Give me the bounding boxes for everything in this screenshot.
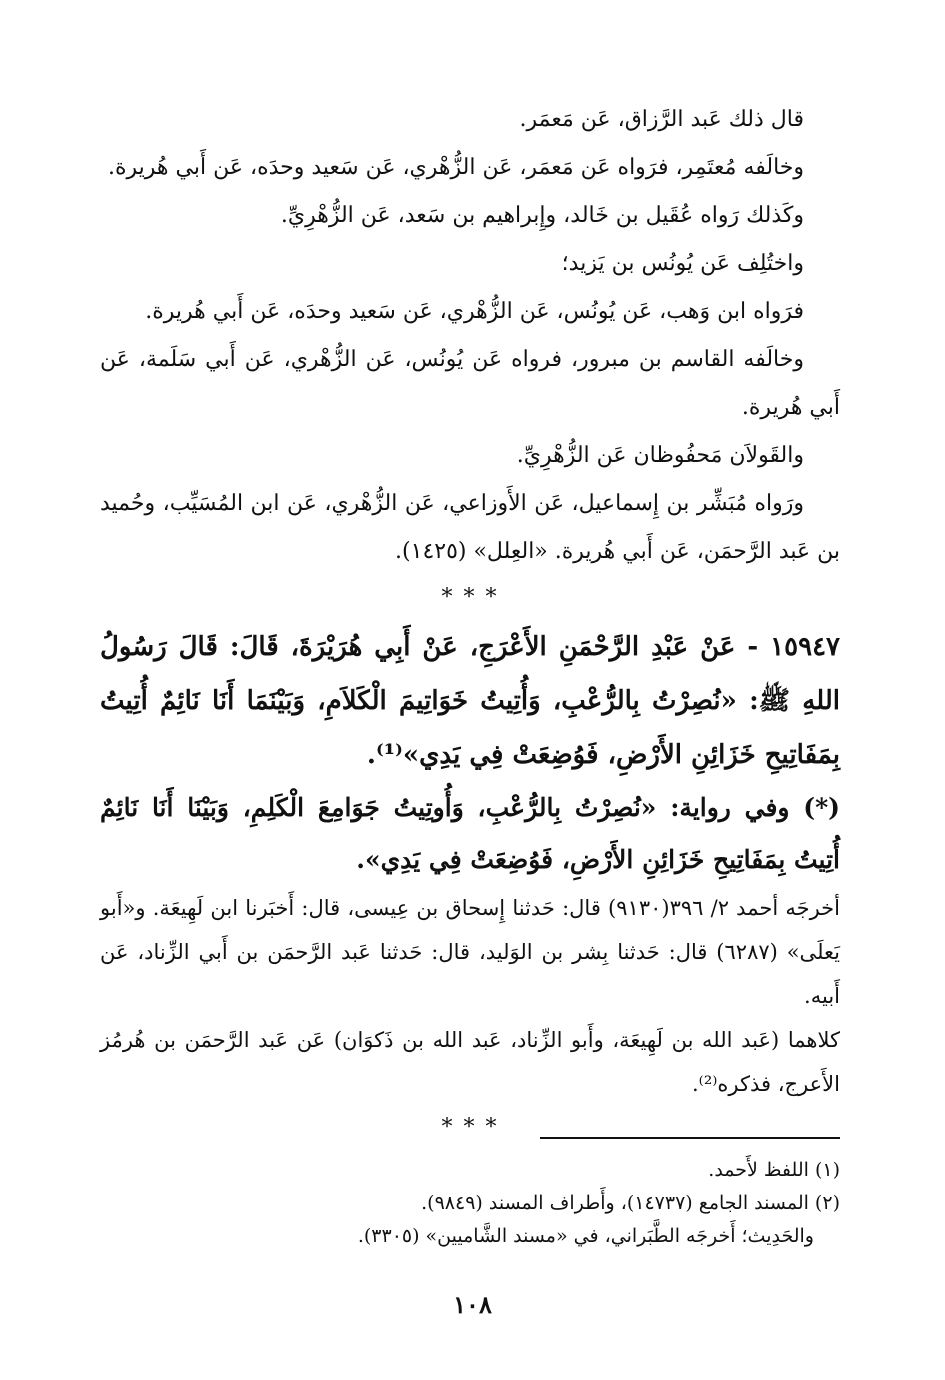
section-separator: * * *	[441, 1115, 499, 1140]
hadith-text	[100, 620, 840, 782]
paragraph: وخالَفه القاسم بن مبرور، فرواه عَن يُونُس، عَن الزُّهْري، عَن أَبي سَلَمة، عَن أَبي هُريرة.	[100, 347, 840, 420]
footnote-rule	[540, 1137, 840, 1139]
section-separator: * * *	[441, 585, 499, 610]
paragraph: واختُلِف عَن يُونُس بن يَزيد؛	[561, 251, 804, 276]
paragraph: والقَولاَن مَحفُوظان عَن الزُّهْرِيِّ.	[516, 443, 804, 468]
footnote: (٢) المسند الجامع (١٤٧٣٧)، وأَطراف المسند (٩٨٤٩).	[421, 1192, 840, 1214]
takhrij-paragraph: أخرجَه أحمد ٢/ ٣٩٦(٩١٣٠) قال: حَدثنا إِسحاق بن عِيسى، قال: أَخبَرنا ابن لَهِيعَة. و«أَبو يَعلَى» (٦٢٨٧) قال: حَدثنا بِشر بن الوَليد، قال: حَدثنا عَبد الرَّحمَن بن أَبي الزِّناد، عَن أَبيه.	[100, 896, 840, 1008]
footnote: (١) اللفظ لأَحمد.	[708, 1159, 840, 1181]
footnote: والحَدِيث؛ أَخرجَه الطَّبَراني، في «مسند الشَّاميين» (٣٣٠٥).	[357, 1225, 814, 1247]
hadith-number: ١٥٩٤٧ -	[747, 632, 840, 662]
page-body	[100, 96, 840, 1150]
hadith-variant: (*) وفي رواية: «نُصِرْتُ بِالرُّعْبِ، وَأُوتِيتُ جَوَامِعَ الْكَلِمِ، وَبَيْنَا أَنَا نَائِمٌ أُتِيتُ بِمَفَاتِيحِ خَزَائِنِ الأَرْضِ، فَوُضِعَتْ فِي يَدِي».	[100, 793, 840, 874]
paragraph: وكَذلك رَواه عُقَيل بن خَالد، وإِبراهيم بن سَعد، عَن الزُّهْرِيِّ.	[280, 203, 804, 228]
takhrij-paragraph: كلاهما (عَبد الله بن لَهِيعَة، وأَبو الزِّناد، عَبد الله بن ذَكوَان) عَن عَبد الرَّحمَن بن هُرمُز الأَعرج، فذكره⁽²⁾.	[100, 1028, 840, 1096]
footnotes	[105, 1154, 840, 1253]
paragraph: ورَواه مُبَشِّر بن إِسماعيل، عَن الأَوزاعي، عَن الزُّهْري، عَن ابن المُسَيِّب، وحُميد بن عَبد الرَّحمَن، عَن أَبي هُريرة. «العِلل» (١٤٢٥).	[100, 491, 840, 564]
hadith-body: عَنْ عَبْدِ الرَّحْمَنِ الأَعْرَجِ، عَنْ أَبِي هُرَيْرَةَ، قَالَ: قَالَ رَسُولُ اللهِ ﷺ: «نُصِرْتُ بِالرُّعْبِ، وَأُتِيتُ خَوَاتِيمَ الْكَلاَمِ، وَبَيْنَمَا أَنَا نَائِمٌ أُتِيتُ بِمَفَاتِيحِ خَزَائِنِ الأَرْضِ، فَوُضِعَتْ فِي يَدِي»⁽¹⁾.	[100, 632, 840, 770]
paragraph: وخالَفه مُعتَمِر، فرَواه عَن مَعمَر، عَن الزُّهْري، عَن سَعيد وحدَه، عَن أَبي هُريرة.	[108, 155, 804, 180]
paragraph: قال ذلك عَبد الرَّزاق، عَن مَعمَر.	[519, 107, 804, 132]
paragraph: فرَواه ابن وَهب، عَن يُونُس، عَن الزُّهْري، عَن سَعيد وحدَه، عَن أَبي هُريرة.	[145, 299, 804, 324]
page-number: ١٠٨	[453, 1290, 492, 1319]
